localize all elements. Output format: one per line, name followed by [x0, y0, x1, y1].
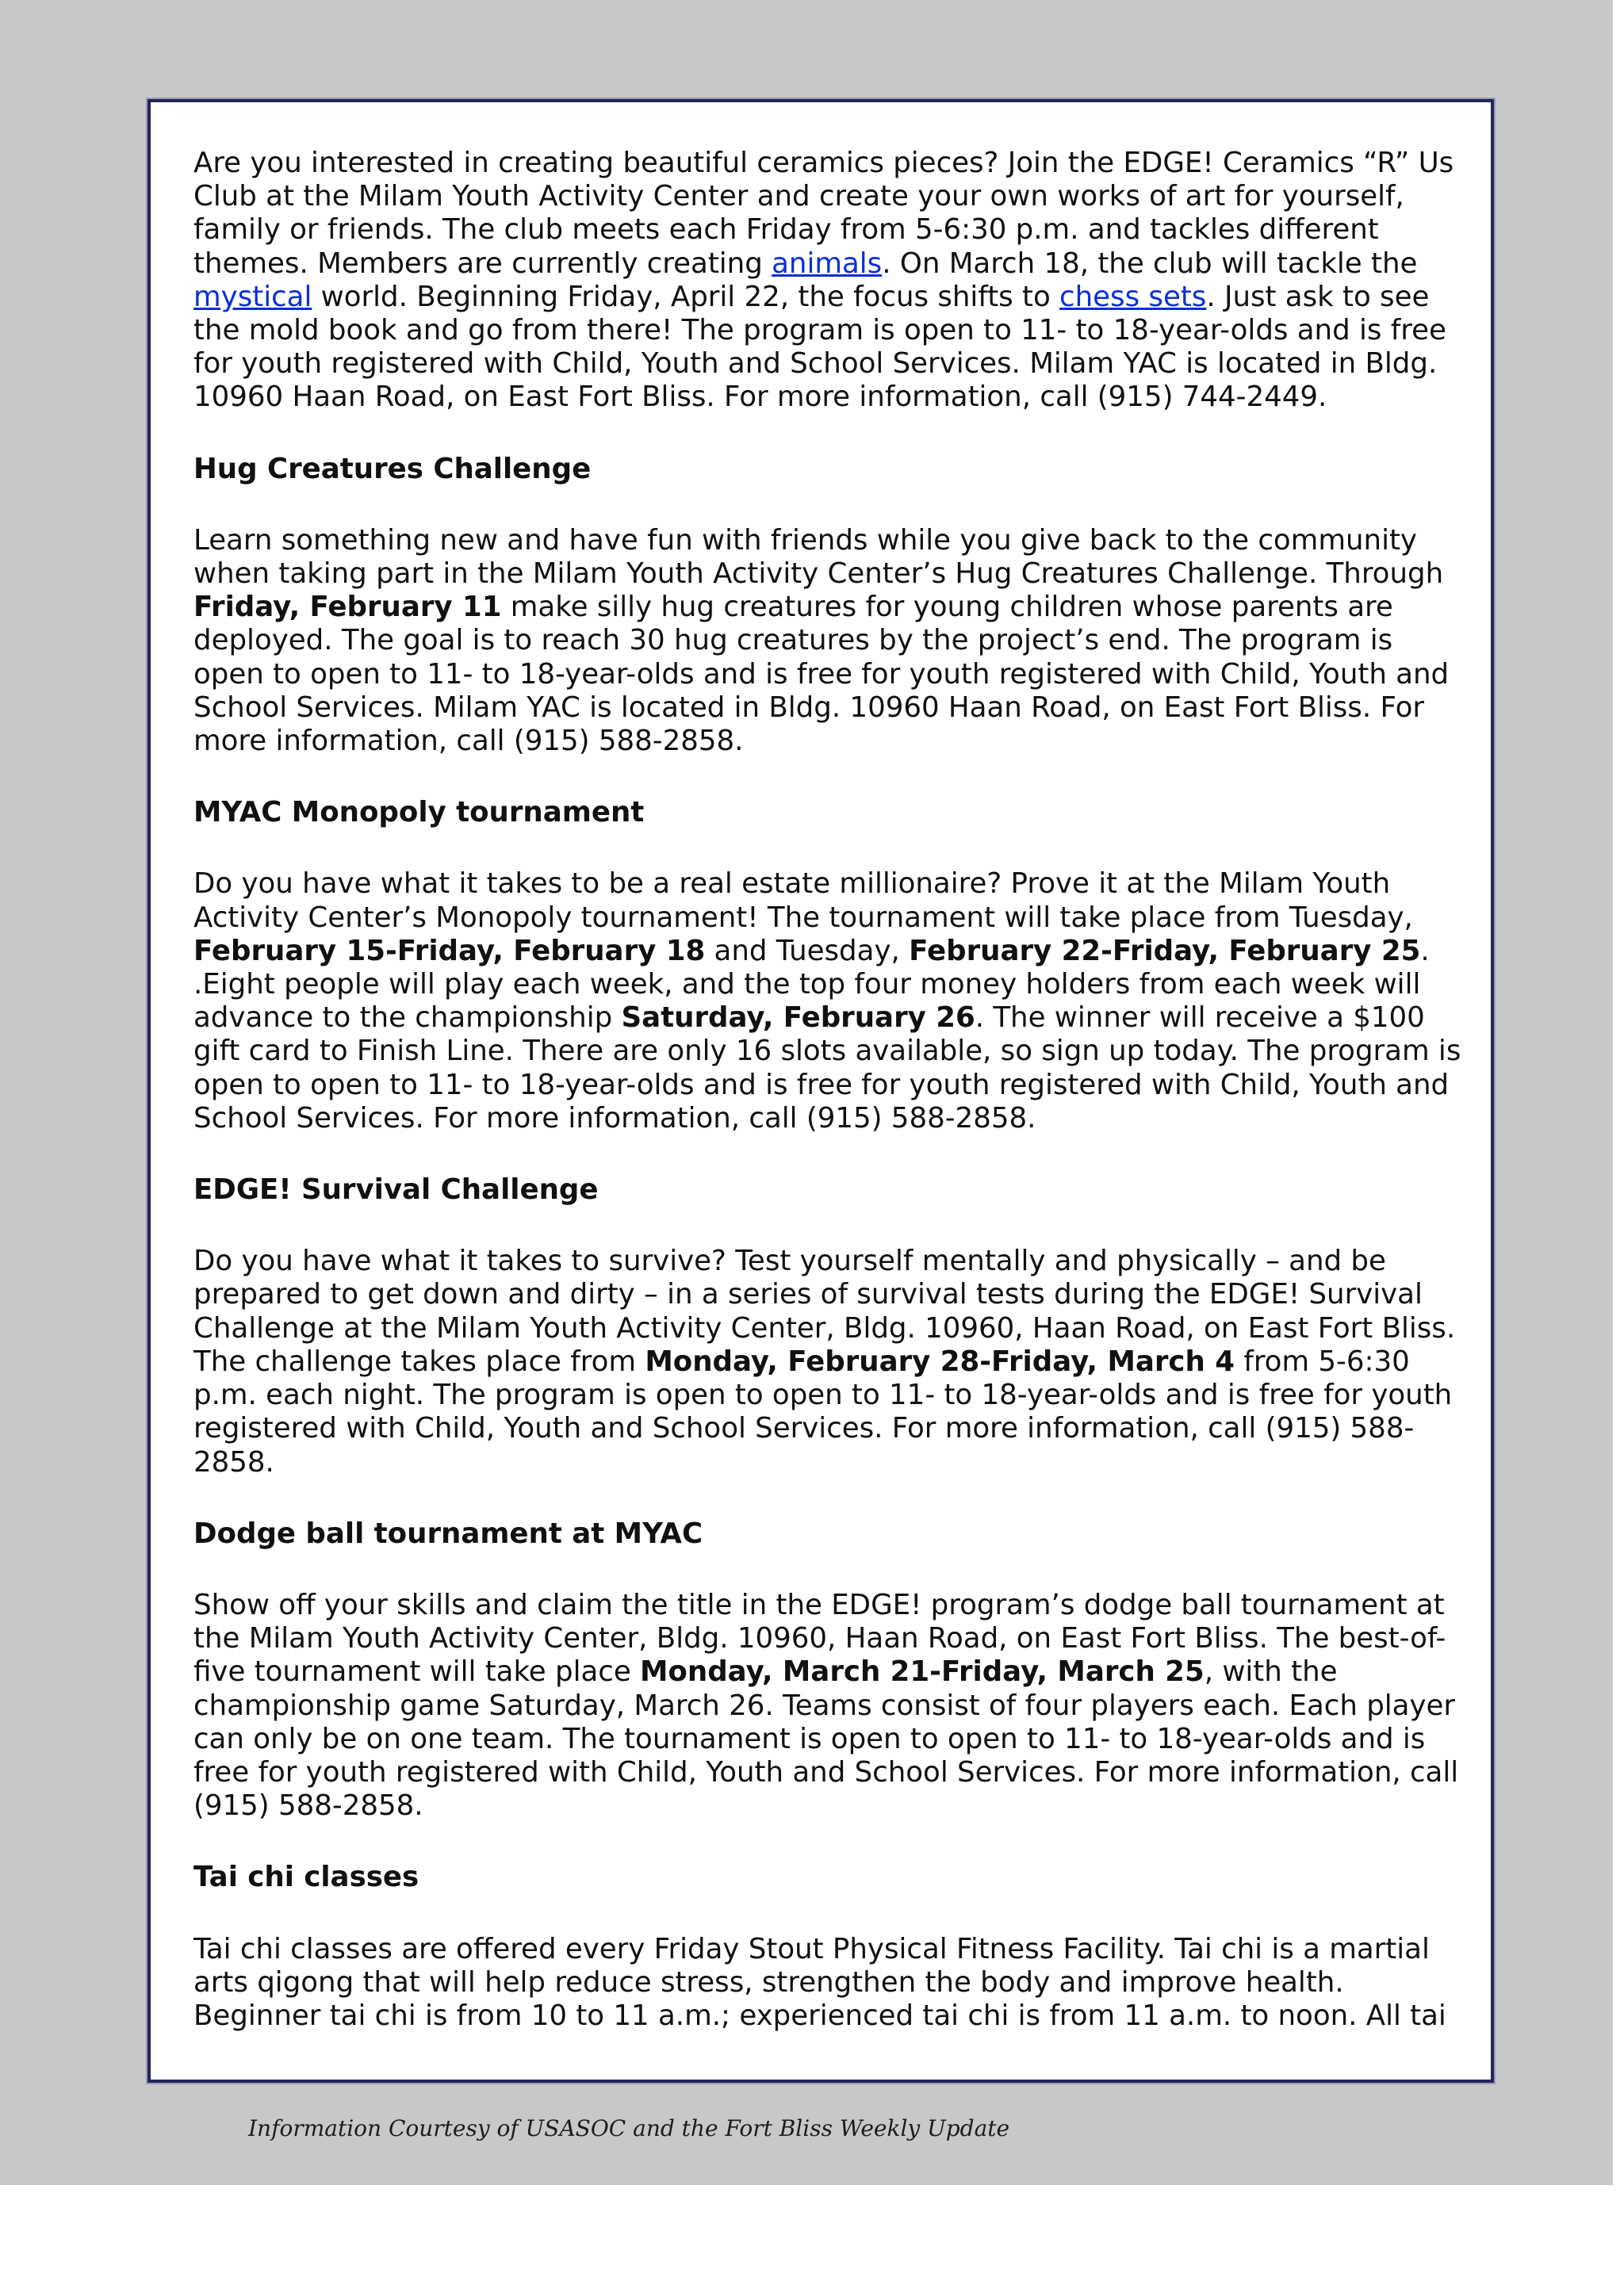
monopoly-paragraph	[193, 867, 1462, 1135]
survival-heading: EDGE! Survival Challenge	[193, 1173, 599, 1207]
dodgeball-text: Show off your skills and claim the title in the EDGE! program’s dodge ball tournament at the Milam Youth Activity Center, Bldg. 10960, Haan Road, on East Fort Bliss. The best-of-five tournament will take place	[193, 1588, 1446, 1689]
monopoly-text: Do you have what it takes to be a real estate millionaire? Prove it at the Milam Youth Activity Center’s Monopoly tournament! The tournament will take place from Tuesday,	[193, 867, 1413, 934]
ceramics-text: Are you interested in creating beautiful ceramics pieces? Join the EDGE! Ceramics “R” Us Club at the Milam Youth Activity Center and create your own works of art for yourself, family or friends. The club meets each Friday from 5-6:30 p.m. and tackles different themes. Members are currently creating	[193, 147, 1454, 280]
monopoly-date: February 22-Friday, February 25	[909, 934, 1421, 967]
survival-paragraph	[193, 1245, 1462, 1479]
dodgeball-paragraph	[193, 1589, 1462, 1823]
article-content	[193, 147, 1462, 2071]
mystical-link[interactable]: mystical	[193, 280, 312, 313]
ceramics-text: . Just ask to see the mold book and go from there! The program is open to 11- to 18-year-olds and is free for youth registered with Child, Youth and School Services. Milam YAC is located in Bldg. 10960 Haan Road, on East Fort Bliss. For more information, call (915) 744-2449.	[193, 280, 1446, 414]
ceramics-paragraph	[193, 147, 1462, 415]
survival-text: from 5-6:30 p.m. each night. The program is open to open to 11- to 18-year-olds and is free for youth registered with Child, Youth and School Services. For more information, call (915) 588-2858.	[193, 1345, 1453, 1479]
monopoly-text: and Tuesday,	[705, 934, 910, 967]
hug-creatures-paragraph	[193, 524, 1462, 758]
tai-chi-paragraph	[193, 1933, 1462, 2034]
dodgeball-date: Monday, March 21-Friday, March 25	[640, 1655, 1205, 1689]
hug-date: Friday, February 11	[193, 591, 502, 624]
monopoly-date: February 15-Friday, February 18	[193, 934, 706, 967]
ceramics-text: . On March 18, the club will tackle the	[882, 247, 1418, 280]
survival-date: Monday, February 28-Friday, March 4	[645, 1345, 1235, 1378]
tai-chi-text: Tai chi classes are offered every Friday Stout Physical Fitness Facility. Tai chi is a martial arts qigong that will help reduce stress, strengthen the body and improve health. Beginner tai chi is from 10 to 11 a.m.; experienced tai chi is from 11 a.m. to noon. All tai	[193, 1932, 1446, 2032]
article-box	[147, 99, 1494, 2083]
ceramics-text: world. Beginning Friday, April 22, the focus shifts to	[312, 280, 1060, 313]
dodgeball-text: , with the championship game Saturday, March 26. Teams consist of four players each. Each player can only be on one team. The tournament is open to open to 11- to 18-year-olds and is free for youth registered with Child, Youth and School Services. For more information, call (915) 588-2858.	[193, 1655, 1459, 1823]
hug-creatures-heading: Hug Creatures Challenge	[193, 452, 592, 485]
hug-text: make silly hug creatures for young children whose parents are deployed. The goal is to reach 30 hug creatures by the project’s end. The program is open to open to 11- to 18-year-olds and is free for youth registered with Child, Youth and School Services. Milam YAC is located in Bldg. 10960 Haan Road, on East Fort Bliss. For more information, call (915) 588-2858.	[193, 591, 1450, 758]
monopoly-date: Saturday, February 26	[621, 1001, 975, 1035]
monopoly-heading: MYAC Monopoly tournament	[193, 796, 645, 829]
tai-chi-heading: Tai chi classes	[193, 1861, 419, 1894]
chess-sets-link[interactable]: chess sets	[1059, 280, 1207, 313]
dodgeball-heading: Dodge ball tournament at MYAC	[193, 1517, 703, 1550]
monopoly-text: . .Eight people will play each week, and the top four money holders from each week will advance to the championship	[193, 934, 1430, 1035]
hug-text: Learn something new and have fun with friends while you give back to the community when taking part in the Milam Youth Activity Center’s Hug Creatures Challenge. Through	[193, 523, 1444, 591]
monopoly-text: . The winner will receive a $100 gift card to Finish Line. There are only 16 slots available, so sign up today. The program is open to open to 11- to 18-year-olds and is free for youth registered with Child, Youth and School Services. For more information, call (915) 588-2858.	[193, 1001, 1461, 1135]
animals-link[interactable]: animals	[772, 247, 883, 280]
footer-credit: Information Courtesy of USASOC and the Fort Bliss Weekly Update	[248, 2115, 1010, 2141]
survival-text: Do you have what it takes to survive? Test yourself mentally and physically – and be prepared to get down and dirty – in a series of survival tests during the EDGE! Survival Challenge at the Milam Youth Activity Center, Bldg. 10960, Haan Road, on East Fort Bliss. The challenge takes place from	[193, 1245, 1456, 1378]
